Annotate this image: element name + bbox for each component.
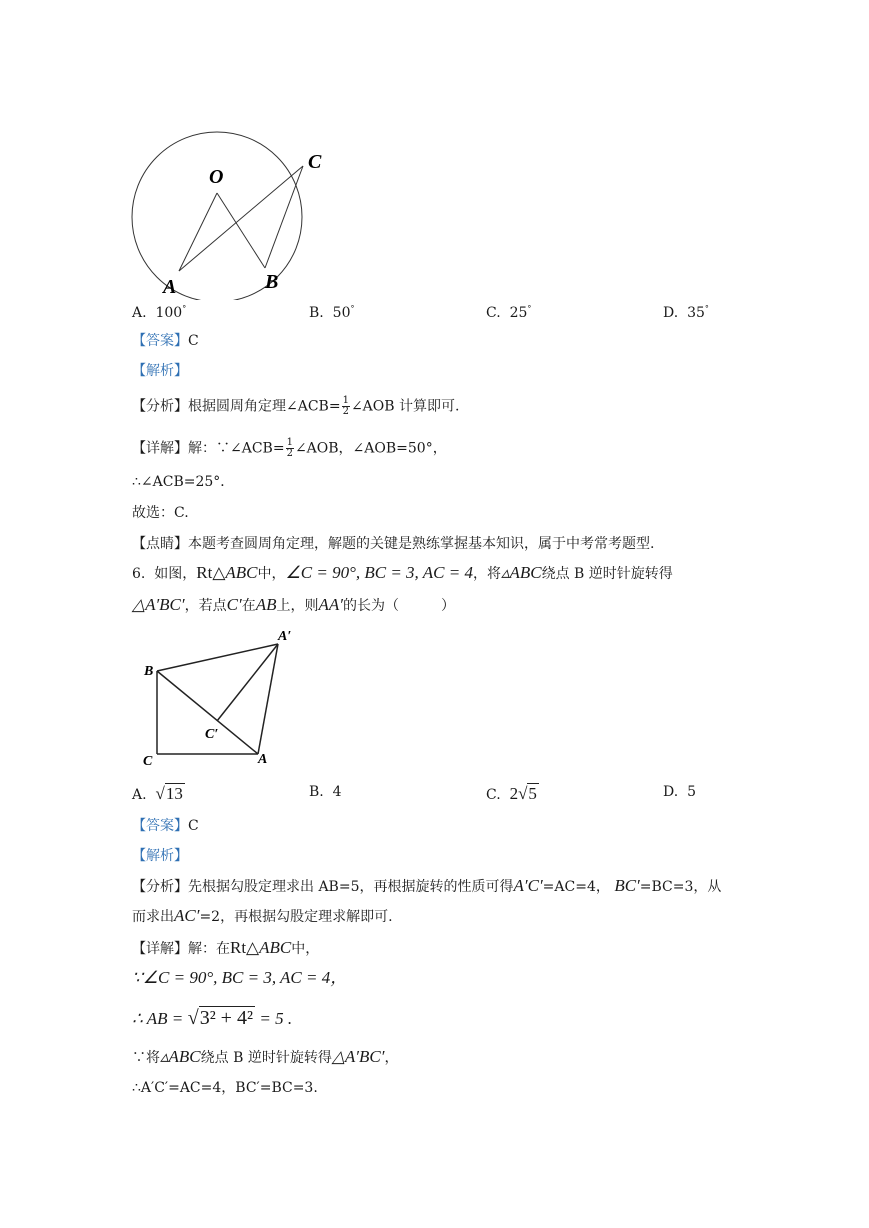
- q6-rotation: ∵将▵ABC绕点 B 逆时针旋转得△A′BC′，: [132, 1047, 399, 1066]
- circle-figure: [125, 125, 335, 300]
- q6-option-d: D. 5: [663, 784, 697, 800]
- q5-option-c: C. 25°: [486, 304, 532, 321]
- q6-analysis-tag: 【解析】: [132, 848, 188, 864]
- q6-option-a: A. √13: [132, 784, 183, 803]
- label-a: A: [163, 276, 177, 298]
- fraction-half: $\frac{1}{2}$: [286, 437, 293, 459]
- q6-answer: 【答案】C: [132, 818, 199, 834]
- fraction-half: $\frac{1}{2}$: [342, 395, 349, 417]
- q6-xiangjie: 【详解】解：在Rt△ABC中，: [132, 938, 320, 957]
- label-a: A: [258, 752, 268, 767]
- q6-option-c: C. 2√5: [486, 784, 537, 803]
- q6-because: ∵∠C = 90°, BC = 3, AC = 4，: [132, 968, 348, 987]
- label-c: C: [308, 151, 322, 173]
- q6-stem-line2: △A′BC′，若点C′在AB上，则AA′的长为（ ）: [132, 595, 455, 614]
- q5-option-d: D. 35°: [663, 304, 709, 321]
- q5-therefore: ∴∠ACB=25°．: [132, 474, 235, 490]
- q5-dianjing: 【点睛】本题考查圆周角定理，解题的关键是熟练掌握基本知识，属于中考常考题型.: [132, 536, 655, 552]
- label-a-prime: A′: [278, 629, 292, 644]
- q5-analysis-tag: 【解析】: [132, 363, 188, 379]
- label-o: O: [209, 166, 224, 188]
- q6-last: ∴A′C′=AC=4，BC′=BC=3.: [132, 1080, 318, 1096]
- q6-stem-line1: 6. 如图，Rt△ABC中，∠C = 90°, BC = 3, AC = 4，将▵ABC绕点 B 逆时针旋转得: [132, 563, 673, 582]
- label-c: C: [143, 754, 153, 769]
- rotation-figure: [138, 625, 308, 770]
- q5-option-b: B. 50°: [309, 304, 355, 321]
- q5-choose: 故选：C.: [132, 505, 189, 521]
- q5-option-a: A. 100°: [132, 304, 187, 321]
- q5-answer: 【答案】C: [132, 333, 199, 349]
- label-c-prime: C′: [205, 727, 219, 742]
- q5-xiangjie: 【详解】解：∵∠ACB= $\frac{1}{2}$ ∠AOB，∠AOB=50°，: [132, 437, 447, 459]
- q6-fenxi-line2: 而求出AC′=2，再根据勾股定理求解即可.: [132, 906, 393, 925]
- label-b: B: [265, 271, 279, 293]
- q5-fenxi: 【分析】根据圆周角定理∠ACB= $\frac{1}{2}$ ∠AOB 计算即可.: [132, 395, 460, 417]
- label-b: B: [144, 664, 154, 679]
- q6-option-b: B. 4: [309, 784, 342, 800]
- q6-ab-calc: ∴ AB = √3² + 4² = 5 .: [132, 1007, 293, 1029]
- q6-fenxi-line1: 【分析】先根据勾股定理求出 AB=5，再根据旋转的性质可得A′C′=AC=4， BC′=BC=3，从: [132, 876, 722, 895]
